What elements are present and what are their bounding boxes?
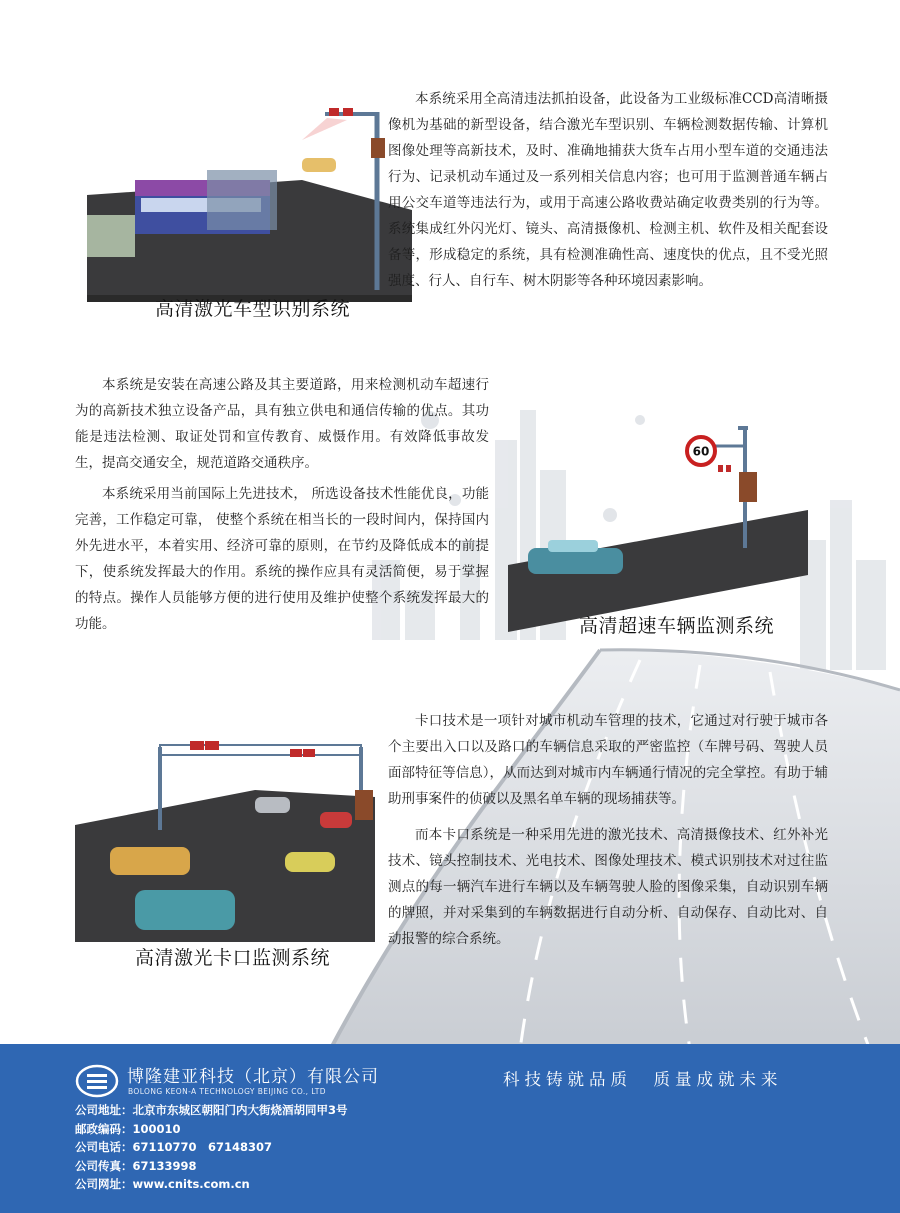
contact-phone: 公司电话：67110770 67148307	[75, 1140, 273, 1154]
laser-vehicle-recognition-illustration	[87, 100, 412, 302]
section2-paragraph-1: 本系统是安装在高速公路及其主要道路，用来检测机动车超速行为的高新技术独立设备产品，具有独立供电和通信传输的优点。其功能是违法检测、取证处罚和宣传教育、威慑作用。有效降低事故发生，提高交通安全，规范道路交通秩序。	[75, 377, 489, 471]
section3-caption: 高清激光卡口监测系统	[135, 947, 331, 969]
speed-limit-sign-value: 60	[692, 444, 710, 459]
section2-paragraph-2: 本系统采用当前国际上先进技术， 所选设备技术性能优良，功能完善，工作稳定可靠， 使整个系统在相当长的一段时间内，保持国内外先进水平，本着实用、经济可靠的原则，在节约及降低成本的前提下，使系统发挥最大的作用。系统的操作应具有灵活简便，易于掌握的特点。操作人员能够方便的进行使用及维护使整个系统发挥最大的功能。	[75, 486, 489, 632]
section2-text	[75, 372, 489, 637]
contact-address: 公司地址：北京市东城区朝阳门内大街烧酒胡同甲3号	[75, 1103, 348, 1117]
contact-website[interactable]: 公司网址：www.cnits.com.cn	[75, 1177, 250, 1191]
contact-fax: 公司传真：67133998	[75, 1159, 197, 1173]
company-logo-icon	[75, 1064, 119, 1098]
section1-caption: 高清激光车型识别系统	[155, 298, 351, 320]
speed-monitoring-illustration	[508, 420, 808, 632]
section2-caption: 高清超速车辆监测系统	[579, 615, 775, 637]
company-name-cn: 博隆建亚科技（北京）有限公司	[127, 1067, 379, 1087]
contact-postcode: 邮政编码：100010	[75, 1122, 181, 1136]
company-name-en: BOLONG KEON-A TECHNOLOGY BEIJING CO., LTD	[128, 1087, 326, 1096]
company-slogan: 科技铸就品质 质量成就未来	[503, 1070, 783, 1089]
section3-paragraph-2: 而本卡口系统是一种采用先进的激光技术、高清摄像技术、红外补光技术、镜头控制技术、光电技术、图像处理技术、模式识别技术对过往监测点的每一辆汽车进行车辆以及车辆驾驶人脸的图像采集，自动识别车辆的牌照，并对采集到的车辆数据进行自动分析、自动保存、自动比对、自动报警的综合系统。	[388, 827, 828, 947]
section1-paragraph: 本系统采用全高清违法抓拍设备，此设备为工业级标准CCD高清晰摄像机为基础的新型设备，结合激光车型识别、车辆检测数据传输、计算机图像处理等高新技术，及时、准确地捕获大货车占用小型车道的交通违法行为、记录机动车通过及一系列相关信息内容；也可用于监测普通车辆占用公交车道等违法行为，或用于高速公路收费站确定收费类别的行为等。系统集成红外闪光灯、镜头、高清摄像机、检测主机、软件及相关配套设备等，形成稳定的系统，具有检测准确性高、速度快的优点，且不受光照强度、行人、自行车、树木阴影等各种环境因素影响。	[388, 91, 828, 289]
section3-text	[388, 708, 828, 952]
section3-paragraph-1: 卡口技术是一项针对城市机动车管理的技术，它通过对行驶于城市各个主要出入口以及路口的车辆信息采取的严密监控（车牌号码、驾驶人员面部特征等信息），从而达到对城市内车辆通行情况的完全掌控。有助于辅助刑事案件的侦破以及黑名单车辆的现场捕获等。	[388, 713, 828, 807]
checkpoint-monitoring-illustration	[75, 735, 375, 942]
section1-text	[388, 86, 828, 294]
